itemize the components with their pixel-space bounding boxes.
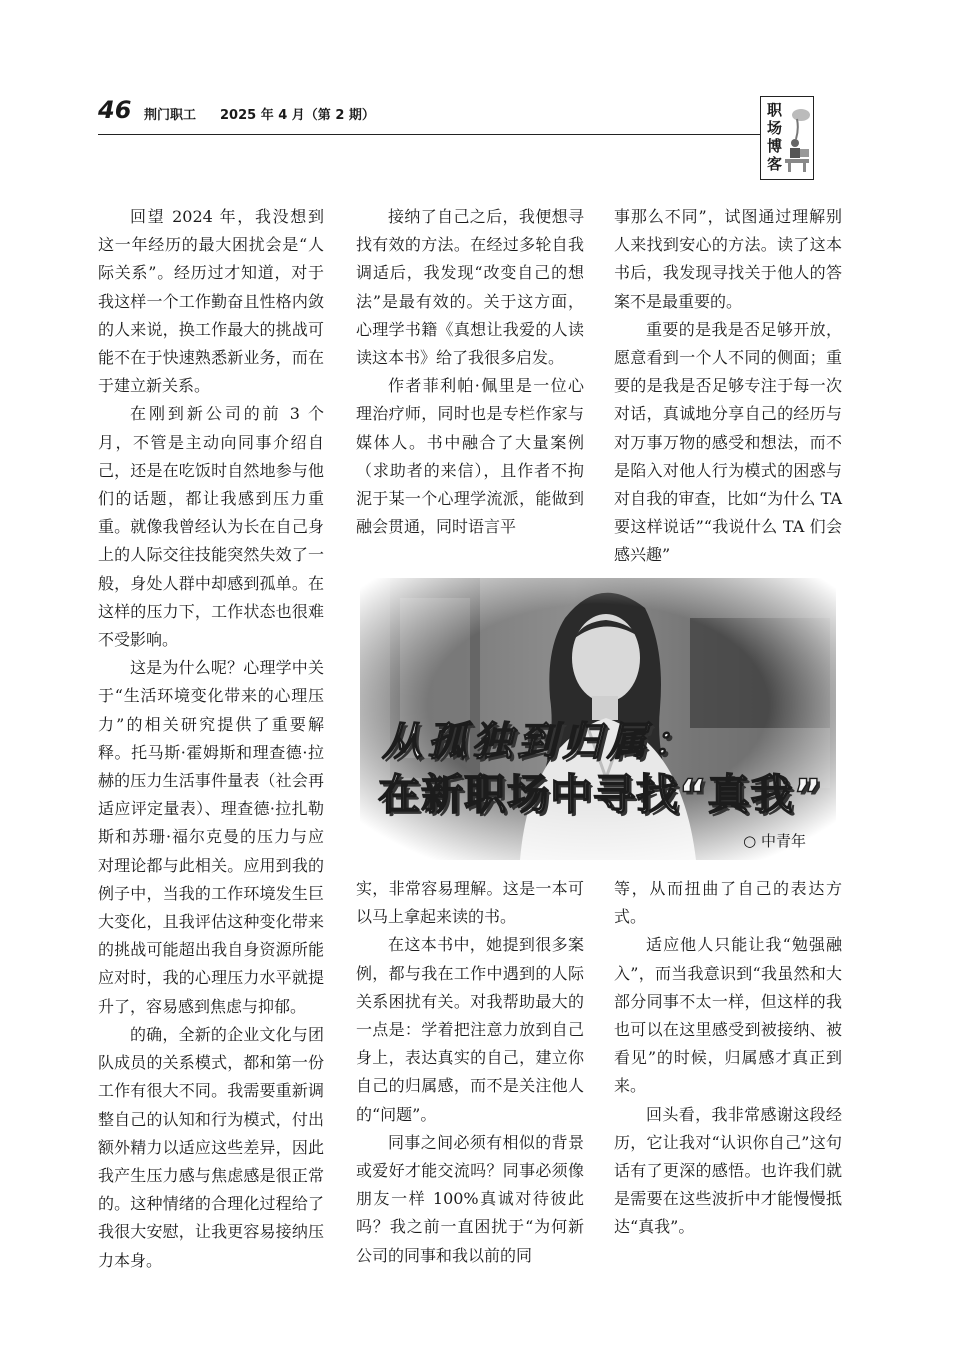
- paragraph: 在这本书中，她提到很多案例，都与我在工作中遇到的人际关系困扰有关。对我帮助最大的一点是：学着把注意力放到自己身上，表达真实的自己，建立你自己的归属感，而不是关注他人的“问题”。: [356, 935, 584, 1124]
- article-column-3: [614, 203, 842, 570]
- paragraph: 同事之间必须有相似的背景或爱好才能交流吗？同事必须像朋友一样 100%真诚对待彼此吗？我之前一直困扰于“为何新公司的同事和我以前的同: [356, 1132, 584, 1265]
- author-byline: ○ 中青年: [743, 832, 806, 850]
- paragraph: 等，从而扭曲了自己的表达方式。: [614, 879, 842, 927]
- paragraph: 在刚到新公司的前 3 个月，不管是主动向同事介绍自己，还是在吃饭时自然地参与他们的话题，都让我感到压力重重。就像我曾经认为长在自己身上的人际交往技能突然失效了一般，身处人群中却感到孤单。在这样的压力下，工作状态也很难不受影响。: [98, 404, 324, 650]
- paragraph: 实，非常容易理解。这是一本可以马上拿起来读的书。: [356, 879, 584, 927]
- magazine-name: 荆门职工: [144, 108, 197, 123]
- article-title-line2: 在新职场中寻找“真我”: [378, 770, 823, 819]
- paragraph: 这是为什么呢？心理学中关于“生活环境变化带来的心理压力”的相关研究提供了重要解释。托马斯·霍姆斯和理查德·拉赫的压力生活事件量表（社会再适应评定量表）、理查德·拉扎勒斯和苏珊·福尔克曼的压力与应对理论都与此相关。应用到我的例子中，当我的工作环境发生巨大变化，且我评估这种变化带来的挑战可能超出我自身资源所能应对时，我的心理压力水平就提升了，容易感到焦虑与抑郁。: [98, 658, 324, 1016]
- paragraph: 的确，全新的企业文化与团队成员的关系模式，都和第一份工作有很大不同。我需要重新调整自己的认知和行为模式，付出额外精力以适应这些差异，因此我产生压力感与焦虑感是很正常的。这种情绪的合理化过程给了我很大安慰，让我更容易接纳压力本身。: [98, 1024, 324, 1270]
- article-title-line1: 从孤独到归属：: [382, 718, 697, 765]
- paragraph: 适应他人只能让我“勉强融入”，而当我意识到“我虽然和大部分同事不太一样，但这样的我也可以在这里感受到被接纳、被看见”的时候，归属感才真正到来。: [614, 935, 842, 1096]
- paragraph: 回头看，我非常感谢这段经历，它让我对“认识你自己”这句话有了更深的感悟。也许我们就是需要在这些波折中才能慢慢抵达“真我”。: [614, 1104, 842, 1237]
- issue-date: 2025 年 4 月（第 2 期）: [220, 108, 375, 123]
- page-number: 46: [98, 96, 132, 124]
- article-column-2: [356, 203, 584, 541]
- office-worker-icon: [783, 105, 811, 175]
- article-column-1: [98, 203, 324, 1275]
- page-header: [98, 92, 760, 135]
- article-column-2-lower: [356, 875, 584, 1270]
- section-tag-label: 职场博客: [767, 101, 783, 173]
- paragraph: 作者菲利帕·佩里是一位心理治疗师，同时也是专栏作家与媒体人。书中融合了大量案例（求助者的来信），且作者不拘泥于某一个心理学流派，能做到融会贯通，同时语言平: [356, 376, 584, 537]
- paragraph: 事那么不同”，试图通过理解别人来找到安心的方法。读了这本书后，我发现寻找关于他人的答案不是最重要的。: [614, 207, 842, 311]
- paragraph: 接纳了自己之后，我便想寻找有效的方法。在经过多轮自我调适后，我发现“改变自己的想法”是最有效的。关于这方面，心理学书籍《真想让我爱的人读读这本书》给了我很多启发。: [356, 207, 584, 368]
- section-tag: [760, 96, 814, 180]
- article-column-3-lower: [614, 875, 842, 1242]
- paragraph: 回望 2024 年，我没想到这一年经历的最大困扰会是“人际关系”。经历过才知道，对于我这样一个工作勤奋且性格内敛的人来说，换工作最大的挑战可能不在于快速熟悉新业务，而在于建立新关系。: [98, 207, 324, 396]
- paragraph: 重要的是我是否足够开放，愿意看到一个人不同的侧面；重要的是我是否足够专注于每一次对话，真诚地分享自己的经历与对万事万物的感受和想法，而不是陷入对他人行为模式的困惑与对自我的审查，比如“为什么 TA 要这样说话”“我说什么 TA 们会感兴趣”: [614, 319, 842, 565]
- hero-image: [360, 578, 836, 860]
